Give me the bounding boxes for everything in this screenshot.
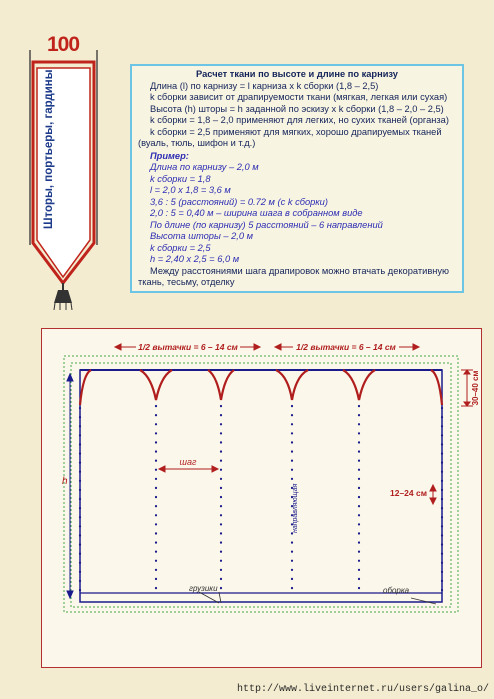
dart-label-left: 1/2 вытачки = 6 – 14 см [138, 342, 238, 352]
closing-line: ткань, тесьму, отделку [138, 277, 235, 287]
footer-url: http://www.liveinternet.ru/users/galina_o/ [237, 684, 490, 695]
weights-label: грузики [189, 584, 218, 593]
dart-depth-label: 30–40 см [471, 370, 480, 406]
info-line: k сборки зависит от драпируемости ткани (мягкая, легкая или сухая) [150, 92, 448, 102]
side-ornament [0, 0, 130, 310]
stitch-spacing-label: 12–24 см [389, 488, 427, 498]
dart-label-right: 1/2 вытачки = 6 – 14 см [296, 342, 396, 352]
example-line: 3,6 : 5 (расстояний) = 0.72 м (с k сборки) [150, 196, 328, 207]
example-line: h = 2,40 x 2,5 = 6,0 м [150, 254, 240, 264]
info-line: (вуаль, тюль, шифон и т.д.) [138, 138, 256, 148]
box-heading: Расчет ткани по высоте и длине по карнизу [196, 69, 398, 79]
frill-label: оборка [383, 586, 410, 595]
info-line: k сборки = 2,5 применяют для мягких, хорошо драпируемых тканей [150, 126, 442, 137]
calculation-box [130, 64, 464, 293]
example-line: 2,0 : 5 = 0,40 м – ширина шага в собранном виде [150, 208, 363, 218]
example-line: l = 2,0 x 1,8 = 3,6 м [150, 185, 231, 195]
example-line: Длина по карнизу – 2,0 м [150, 162, 259, 172]
height-label: h [62, 476, 68, 487]
guide-label: направляющая [292, 483, 299, 533]
step-label: шаг [179, 457, 197, 467]
curtain-diagram [41, 328, 482, 668]
example-line: По длине (по карнизу) 5 расстояний – 6 направлений [150, 219, 383, 230]
info-line: Длина (l) по карнизу = l карниза x k сборки (1,8 – 2,5) [150, 80, 379, 91]
page-number: 100 [47, 33, 80, 56]
info-line: Высота (h) шторы = h заданной по эскизу x k сборки (1,8 – 2,0 – 2,5) [150, 103, 444, 114]
info-line: k сборки = 1,8 – 2,0 применяют для легких, но сухих тканей (органза) [150, 115, 449, 125]
example-line: k сборки = 2,5 [150, 242, 211, 253]
side-title: Шторы, портьеры, гардины [43, 69, 55, 229]
example-heading: Пример: [150, 150, 189, 161]
example-line: k сборки = 1,8 [150, 173, 211, 184]
example-line: Высота шторы – 2,0 м [150, 231, 254, 241]
closing-line: Между расстояниями шага драпировок можно втачать декоративную [150, 265, 450, 276]
